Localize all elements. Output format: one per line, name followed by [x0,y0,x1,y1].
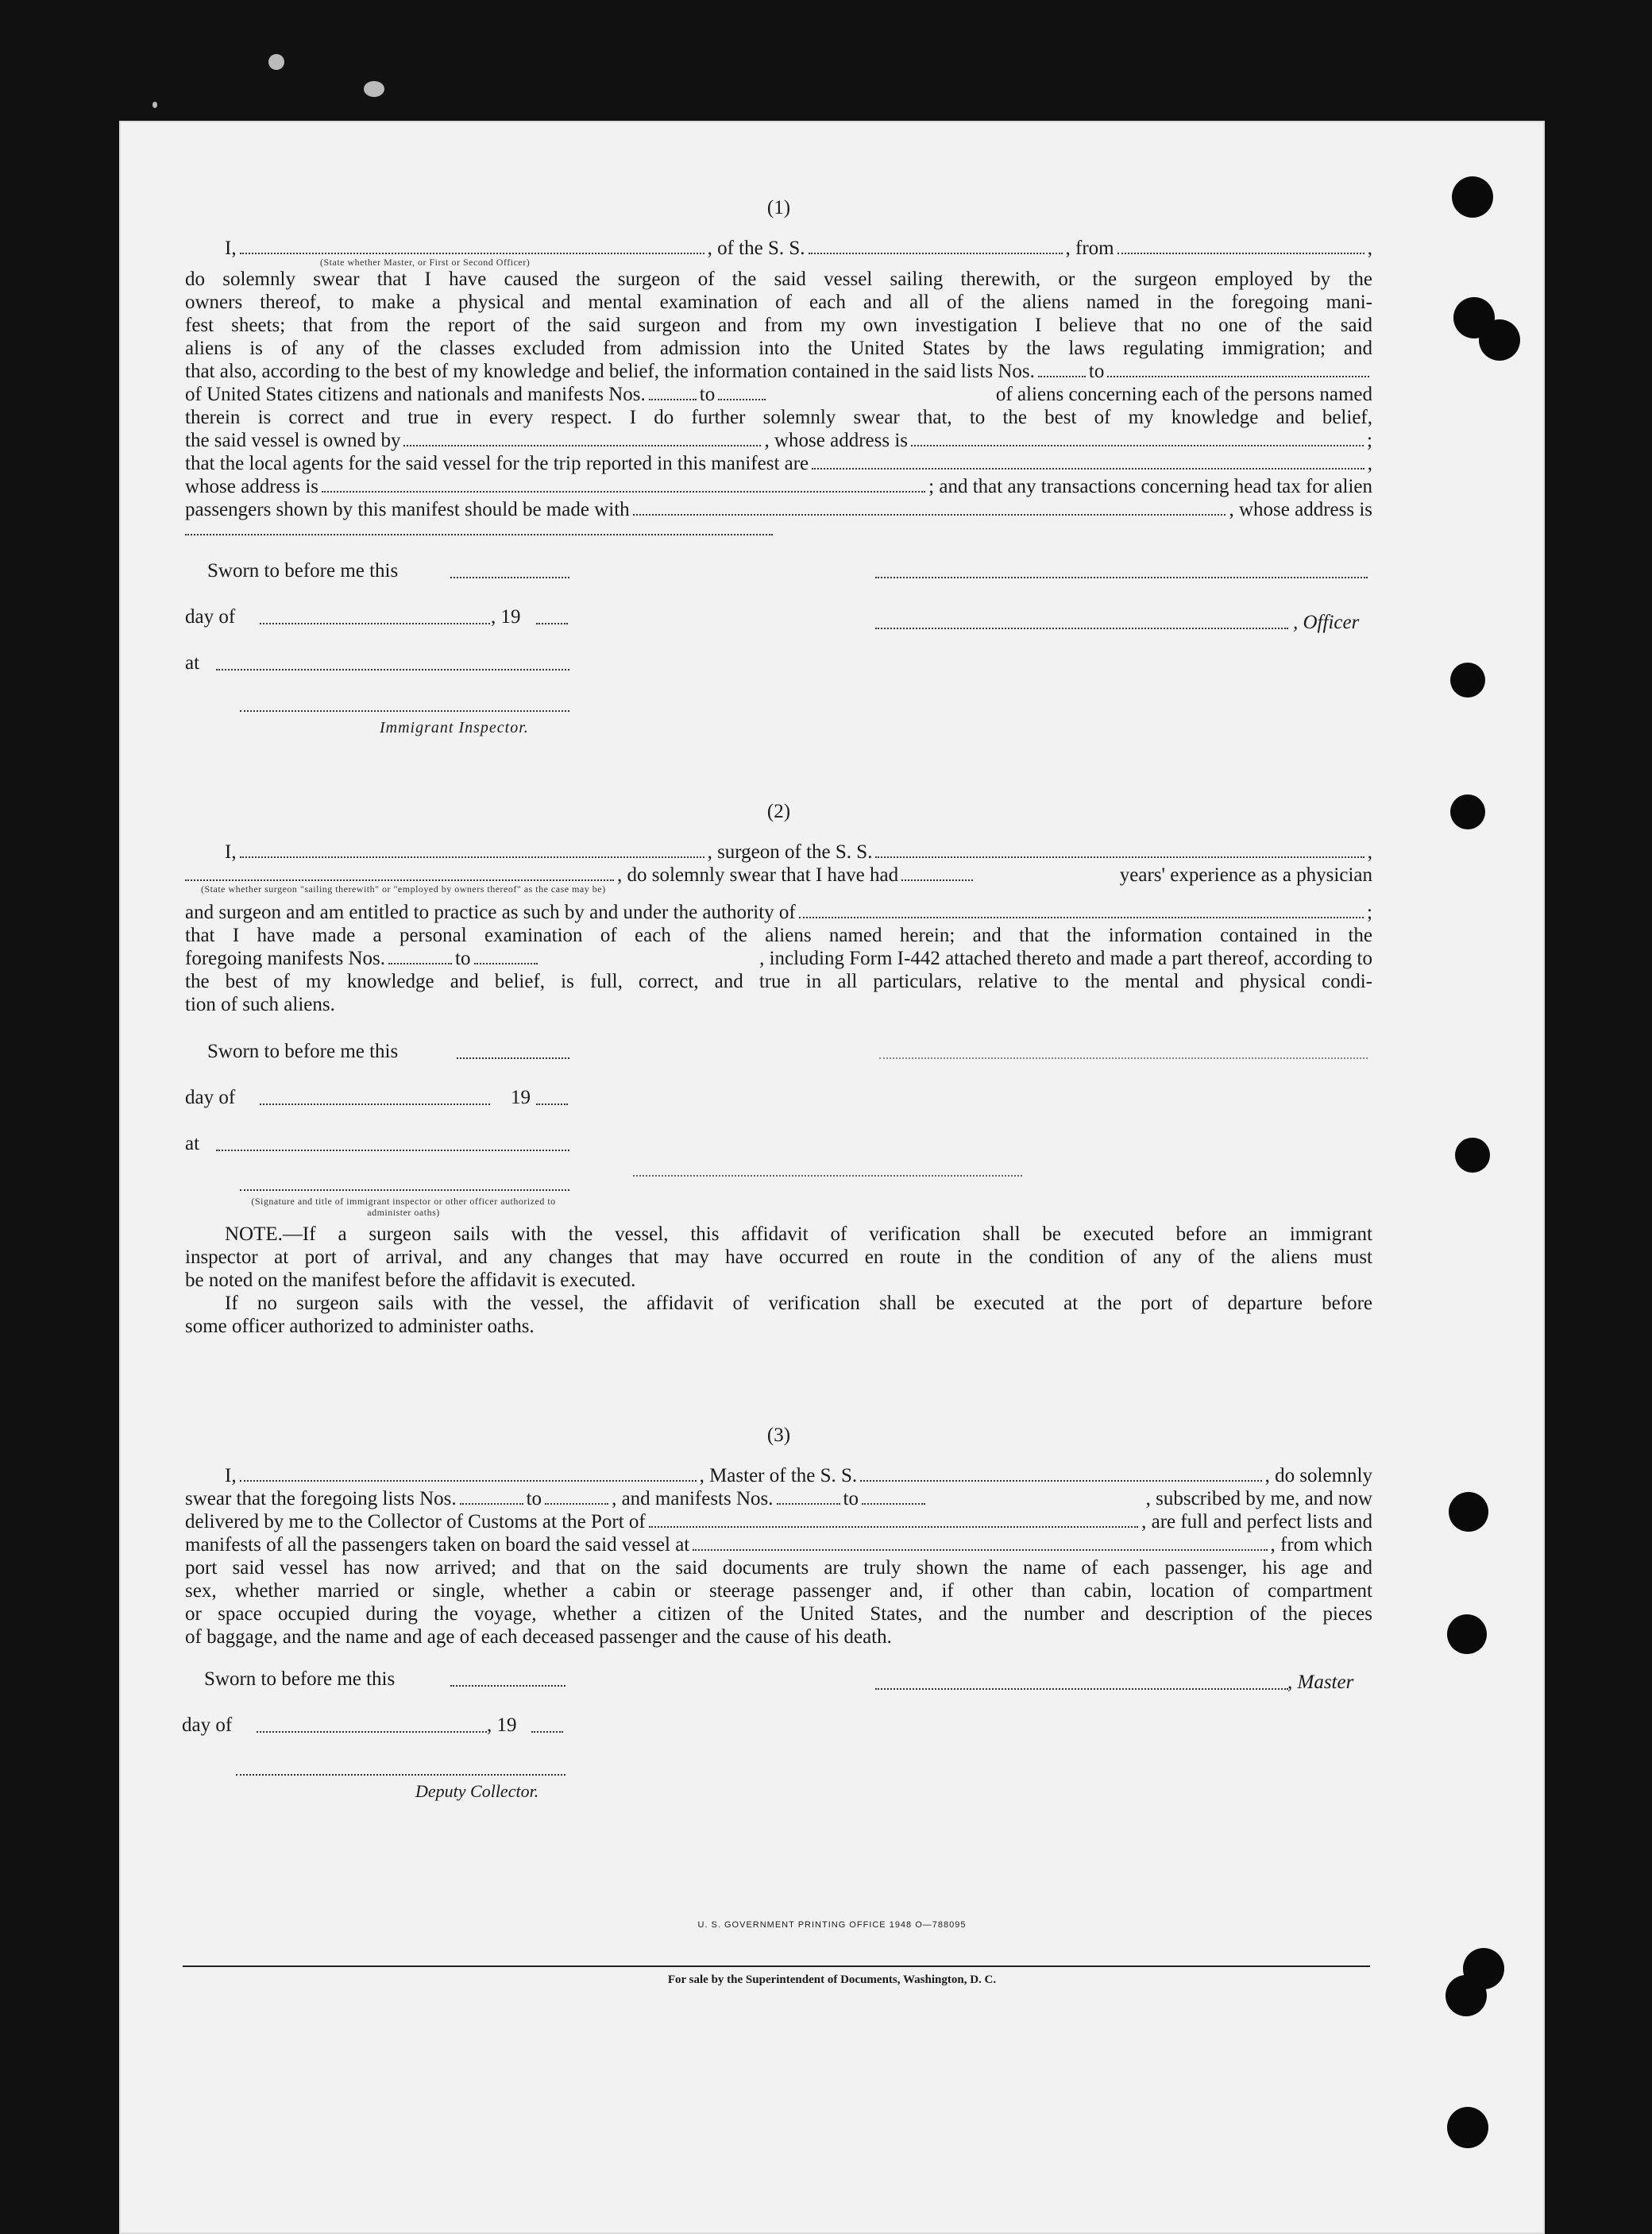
form-page [119,121,1545,2234]
s1-agents-field[interactable] [812,468,1364,470]
s3-text-line: sex, whether married or single, whether a cabin or steerage passenger and, if other than cabin, location of compartment [185,1580,1372,1602]
s2-sworn-field[interactable] [457,1057,569,1059]
s2-surgeon-signature[interactable] [879,1057,1368,1059]
s1-officer-signature-1[interactable] [875,577,1368,578]
s1-inspector-title: Immigrant Inspector. [380,719,529,736]
s1-inspector-signature[interactable] [240,710,569,712]
punch-hole [1450,663,1485,698]
s1-manifests-from-field[interactable] [649,399,697,400]
s1-from: , from [1065,238,1114,259]
s3-text: swear that the foregoing lists Nos. [185,1488,457,1509]
s1-signature-block [185,535,1372,746]
s3-lists-to-field[interactable] [545,1503,608,1505]
s2-surgeon-name-field[interactable] [240,856,704,858]
s1-year-field[interactable] [536,623,568,624]
s2-text: to [455,948,471,969]
s3-port-field[interactable] [649,1526,1138,1528]
s3-master-signature[interactable] [875,1688,1288,1690]
footer-rule [183,1965,1370,1967]
s2-sworn: Sworn to before me this [207,1041,399,1062]
scan-speck [152,102,157,108]
s2-manifests-to-field[interactable] [474,963,538,964]
s1-text: that the local agents for the said vessel for the trip reported in this manifest are [185,453,809,474]
s1-year: , 19 [491,606,521,628]
s2-note-line: some officer authorized to administer oaths. [185,1316,535,1337]
s3-master-name-field[interactable] [240,1480,697,1482]
s1-text-line: do solemnly swear that I have caused the surgeon of the said vessel sailing therewith, or the surgeon employed by the [185,269,1372,290]
s3-line-3 [185,1510,1372,1533]
s1-of-ss: , of the S. S. [707,238,805,259]
punch-hole [1450,794,1485,829]
s1-lists-to-field[interactable] [1107,376,1369,377]
s3-text: manifests of all the passengers taken on board the said vessel at [185,1534,690,1556]
s2-text: , surgeon of the S. S. [707,841,873,863]
s1-at: at [185,652,200,674]
s2-paragraph [185,924,1372,947]
s2-text: ; [1367,902,1372,923]
s2-officer-line[interactable] [633,1175,1022,1177]
s3-deputy-title: Deputy Collector. [415,1781,539,1801]
s2-authority-field[interactable] [799,917,1364,918]
s1-manifests-line [185,383,1372,406]
s3-deputy-signature[interactable] [236,1774,565,1776]
s1-text: to [699,384,716,405]
punch-hole [1447,2107,1488,2148]
s1-vessel-field[interactable] [809,253,1063,254]
s1-owner-address-field[interactable] [911,445,1364,446]
s1-i: I, [225,238,237,259]
s1-text: the said vessel is owned by [185,430,401,451]
s3-vessel-field[interactable] [860,1480,1261,1482]
s3-year: , 19 [487,1714,517,1736]
s3-text: , from which [1270,1534,1372,1556]
s2-vessel-field[interactable] [875,856,1364,858]
s3-line-2 [185,1487,1372,1510]
s1-comma: , [1367,238,1372,259]
s2-year-field[interactable] [536,1103,568,1105]
s2-text: foregoing manifests Nos. [185,948,386,969]
punch-hole [1447,1614,1487,1654]
s1-lists-from-field[interactable] [1038,376,1086,377]
s3-sworn: Sworn to before me this [204,1668,396,1690]
s2-note [185,1223,1372,1338]
s2-note-line: NOTE.—If a surgeon sails with the vessel, this affidavit of verification shall be executed before an immigrant [225,1223,1372,1245]
s3-day-field[interactable] [257,1731,487,1733]
form-content [182,196,1372,1801]
s2-text: , [1367,841,1372,863]
section-2-number: (2) [766,801,791,822]
s1-text: ; and that any transactions concerning head tax for alien [928,476,1372,497]
s3-lists-from-field[interactable] [460,1503,523,1505]
s3-paragraph [185,1556,1372,1648]
s2-text-line: that I have made a personal examination of each of the aliens named herein; and that the information contained in the [185,925,1372,946]
s1-paragraph [185,268,1372,360]
s2-hint: (State whether surgeon "sailing therewith" or "employed by owners thereof" as the case may be) [201,883,606,895]
s1-text-line: therein is correct and true in every respect. I do further solemnly swear that, to the best of my knowledge and belief, [185,407,1372,428]
s1-sworn-field[interactable] [450,577,569,578]
s1-agents-address-line [185,475,1372,498]
s1-text: , whose address is [764,430,909,451]
s1-text: of United States citizens and nationals and manifests Nos. [185,384,646,405]
s3-text: , do solemnly [1264,1465,1372,1486]
s2-note-line: be noted on the manifest before the affidavit is executed. [185,1270,636,1291]
s1-from-field[interactable] [1117,253,1364,254]
s2-note-line: If no surgeon sails with the vessel, the affidavit of verification shall be executed at the port of departure before [225,1293,1372,1314]
s1-text: of aliens concerning each of the persons named [995,384,1372,405]
scan-speck [268,54,284,70]
s2-line-3 [185,901,1372,924]
s2-paragraph-2 [185,970,1372,1016]
s2-i: I, [225,841,237,863]
s3-master-title: , Master [1287,1672,1354,1693]
s2-text: , including Form I-442 attached thereto and made a part thereof, according to [759,948,1372,969]
sale-notice: For sale by the Superintendent of Documents, Washington, D. C. [667,1973,997,1986]
s2-inspector-signature[interactable] [240,1189,569,1191]
s3-manifests-from-field[interactable] [777,1503,840,1505]
s2-day-field[interactable] [260,1103,490,1105]
s3-text-line: of baggage, and the name and age of each deceased passenger and the cause of his death. [185,1626,892,1648]
s2-manifests-from-field[interactable] [388,963,452,964]
s2-sailing-field[interactable] [185,879,614,881]
s1-text: to [1088,361,1105,382]
s1-text-line: owners thereof, to make a physical and mental examination of each and all of the aliens named in the foregoing mani- [185,292,1372,313]
s1-text-line: aliens is of any of the classes excluded from admission into the United States by the laws regulating immigration; and [185,338,1372,359]
s2-text-line: tion of such aliens. [185,994,335,1015]
section-1-number: (1) [766,197,791,218]
s1-officer-title: , Officer [1293,612,1360,633]
s3-line-1 [185,1464,1372,1487]
s1-owner-field[interactable] [403,445,761,446]
s2-place-field[interactable] [216,1150,569,1151]
s1-headtax-field[interactable] [633,514,1226,516]
s2-text-line: the best of my knowledge and belief, is full, correct, and true in all particulars, relative to the mental and physical condi- [185,971,1372,992]
s2-at: at [185,1133,200,1154]
s1-text-line: fest sheets; that from the report of the said surgeon and from my own investigation I believe that no one of the said [185,315,1372,336]
s1-agents-line [185,452,1372,475]
s3-text-line: or space occupied during the voyage, whether a citizen of the United States, and the number and description of the pieces [185,1603,1372,1625]
s1-officer-signature-2[interactable] [875,628,1288,629]
section-3-number: (3) [766,1424,791,1446]
s2-day-of: day of [185,1087,236,1108]
s1-headtax-line [185,498,1372,521]
s2-text: years' experience as a physician [1119,864,1372,886]
s1-text: that also, according to the best of my knowledge and belief, the information contained in the said lists Nos. [185,361,1035,382]
s2-year: 19 [511,1087,531,1108]
s1-text: whose address is [185,476,319,497]
s2-signature-block [185,1016,1372,1223]
s2-text: and surgeon and am entitled to practice as such by and under the authority of [185,902,796,923]
s3-text: delivered by me to the Collector of Customs at the Port of [185,1511,646,1532]
scan-speck [364,81,384,97]
s3-boarded-at-field[interactable] [693,1549,1267,1551]
s1-text: ; [1367,430,1372,451]
s1-text: , [1367,453,1372,474]
punch-hole [1449,1492,1488,1532]
s3-i: I, [225,1465,237,1486]
s3-text: , and manifests Nos. [612,1488,774,1509]
s3-year-field[interactable] [531,1731,563,1733]
s2-line-5 [185,947,1372,970]
s1-day-of: day of [185,606,236,628]
s3-line-4 [185,1533,1372,1556]
punch-hole [1452,176,1493,218]
s1-paragraph-2 [185,406,1372,429]
s3-text: , Master of the S. S. [699,1465,858,1486]
s3-text: to [526,1488,542,1509]
s2-line-1 [185,841,1372,864]
s1-sworn: Sworn to before me this [207,560,399,582]
s1-text: passengers shown by this manifest should be made with [185,499,630,520]
s3-day-of: day of [182,1714,233,1736]
s3-text: to [843,1488,859,1509]
s1-headtax-address-field[interactable] [185,521,773,535]
s1-manifests-to-field[interactable] [718,399,766,400]
s3-text: , subscribed by me, and now [1145,1488,1372,1509]
s3-signature-block [182,1648,1372,1801]
punch-hole [1479,319,1520,361]
s2-note-line: inspector at port of arrival, and any changes that may have occurred en route in the condition of any of the aliens must [185,1246,1372,1268]
s2-text: , do solemnly swear that I have had [617,864,899,886]
s1-owner-line [185,429,1372,452]
s3-text: , are full and perfect lists and [1141,1511,1372,1532]
s1-text: , whose address is [1229,499,1372,520]
punch-hole [1455,1138,1490,1173]
s1-hint: (State whether Master, or First or Second Officer) [320,257,531,268]
s1-day-field[interactable] [260,623,490,624]
s1-officer-field[interactable] [240,253,704,254]
s1-lists-line [185,360,1372,383]
s1-place-field[interactable] [216,669,569,671]
s1-agents-address-field[interactable] [322,491,925,493]
s3-sworn-field[interactable] [450,1685,565,1687]
s2-sig-hint: (Signature and title of immigrant inspector or other officer authorized to administer oaths) [251,1196,556,1218]
gpo-imprint: U. S. GOVERNMENT PRINTING OFFICE 1948 O—788095 [697,1920,967,1930]
s3-text-line: port said vessel has now arrived; and that on the said documents are truly shown the name of each passenger, his age and [185,1557,1372,1579]
s3-manifests-to-field[interactable] [862,1503,925,1505]
s2-years-field[interactable] [901,879,973,881]
